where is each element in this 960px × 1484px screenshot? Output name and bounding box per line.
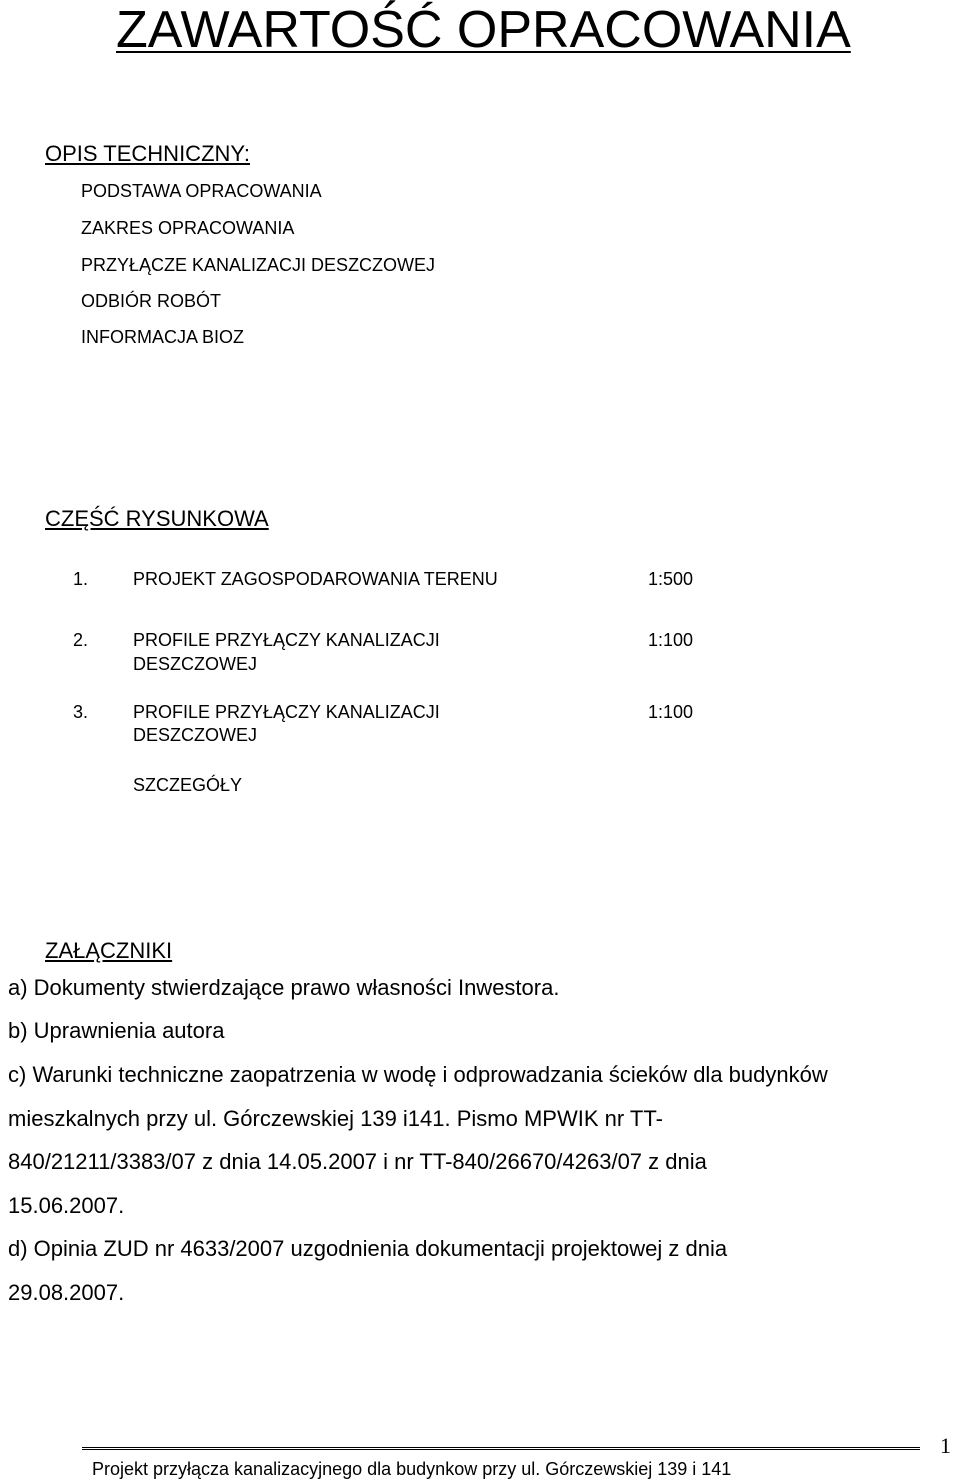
page-number: 1 — [940, 1433, 951, 1458]
technical-item: ODBIÓR ROBÓT — [81, 291, 222, 311]
drawing-title-continued: DESZCZOWEJ — [133, 725, 257, 745]
drawing-title: PROFILE PRZYŁĄCZY KANALIZACJI — [133, 702, 440, 722]
attachment-line: a) Dokumenty stwierdzające prawo własności Inwestora. — [8, 975, 560, 1000]
drawing-title: PROFILE PRZYŁĄCZY KANALIZACJI — [133, 630, 440, 650]
attachment-line: mieszkalnych przy ul. Górczewskiej 139 i141. Pismo MPWIK nr TT- — [8, 1106, 663, 1131]
technical-description-heading: OPIS TECHNICZNY: — [45, 141, 250, 166]
drawing-scale: 1:100 — [648, 630, 694, 650]
drawing-number: 1. — [73, 569, 89, 589]
attachment-line: 29.08.2007. — [8, 1280, 125, 1305]
attachment-line: 840/21211/3383/07 z dnia 14.05.2007 i nr TT-840/26670/4263/07 z dnia — [8, 1149, 707, 1174]
footer-rule — [82, 1447, 920, 1450]
drawing-scale: 1:500 — [648, 569, 694, 589]
attachment-line: c) Warunki techniczne zaopatrzenia w wodę i odprowadzania ścieków dla budynków — [8, 1062, 828, 1087]
technical-item: PRZYŁĄCZE KANALIZACJI DESZCZOWEJ — [81, 255, 436, 275]
attachment-line: d) Opinia ZUD nr 4633/2007 uzgodnienia dokumentacji projektowej z dnia — [8, 1236, 728, 1261]
attachment-line: 15.06.2007. — [8, 1193, 125, 1218]
technical-item: ZAKRES OPRACOWANIA — [81, 218, 295, 238]
page-title: ZAWARTOŚĆ OPRACOWANIA — [116, 1, 851, 59]
details-label: SZCZEGÓŁY — [133, 775, 243, 795]
drawings-heading: CZĘŚĆ RYSUNKOWA — [45, 506, 269, 531]
attachments-heading: ZAŁĄCZNIKI — [45, 938, 173, 963]
drawing-number: 3. — [73, 702, 89, 722]
footer-text: Projekt przyłącza kanalizacyjnego dla budynkow przy ul. Górczewskiej 139 i 141 — [92, 1459, 732, 1479]
drawing-title: PROJEKT ZAGOSPODAROWANIA TERENU — [133, 569, 498, 589]
drawing-scale: 1:100 — [648, 702, 694, 722]
drawing-number: 2. — [73, 630, 89, 650]
technical-item: PODSTAWA OPRACOWANIA — [81, 181, 322, 201]
technical-item: INFORMACJA BIOZ — [81, 327, 245, 347]
drawing-title-continued: DESZCZOWEJ — [133, 654, 257, 674]
attachment-line: b) Uprawnienia autora — [8, 1018, 225, 1043]
